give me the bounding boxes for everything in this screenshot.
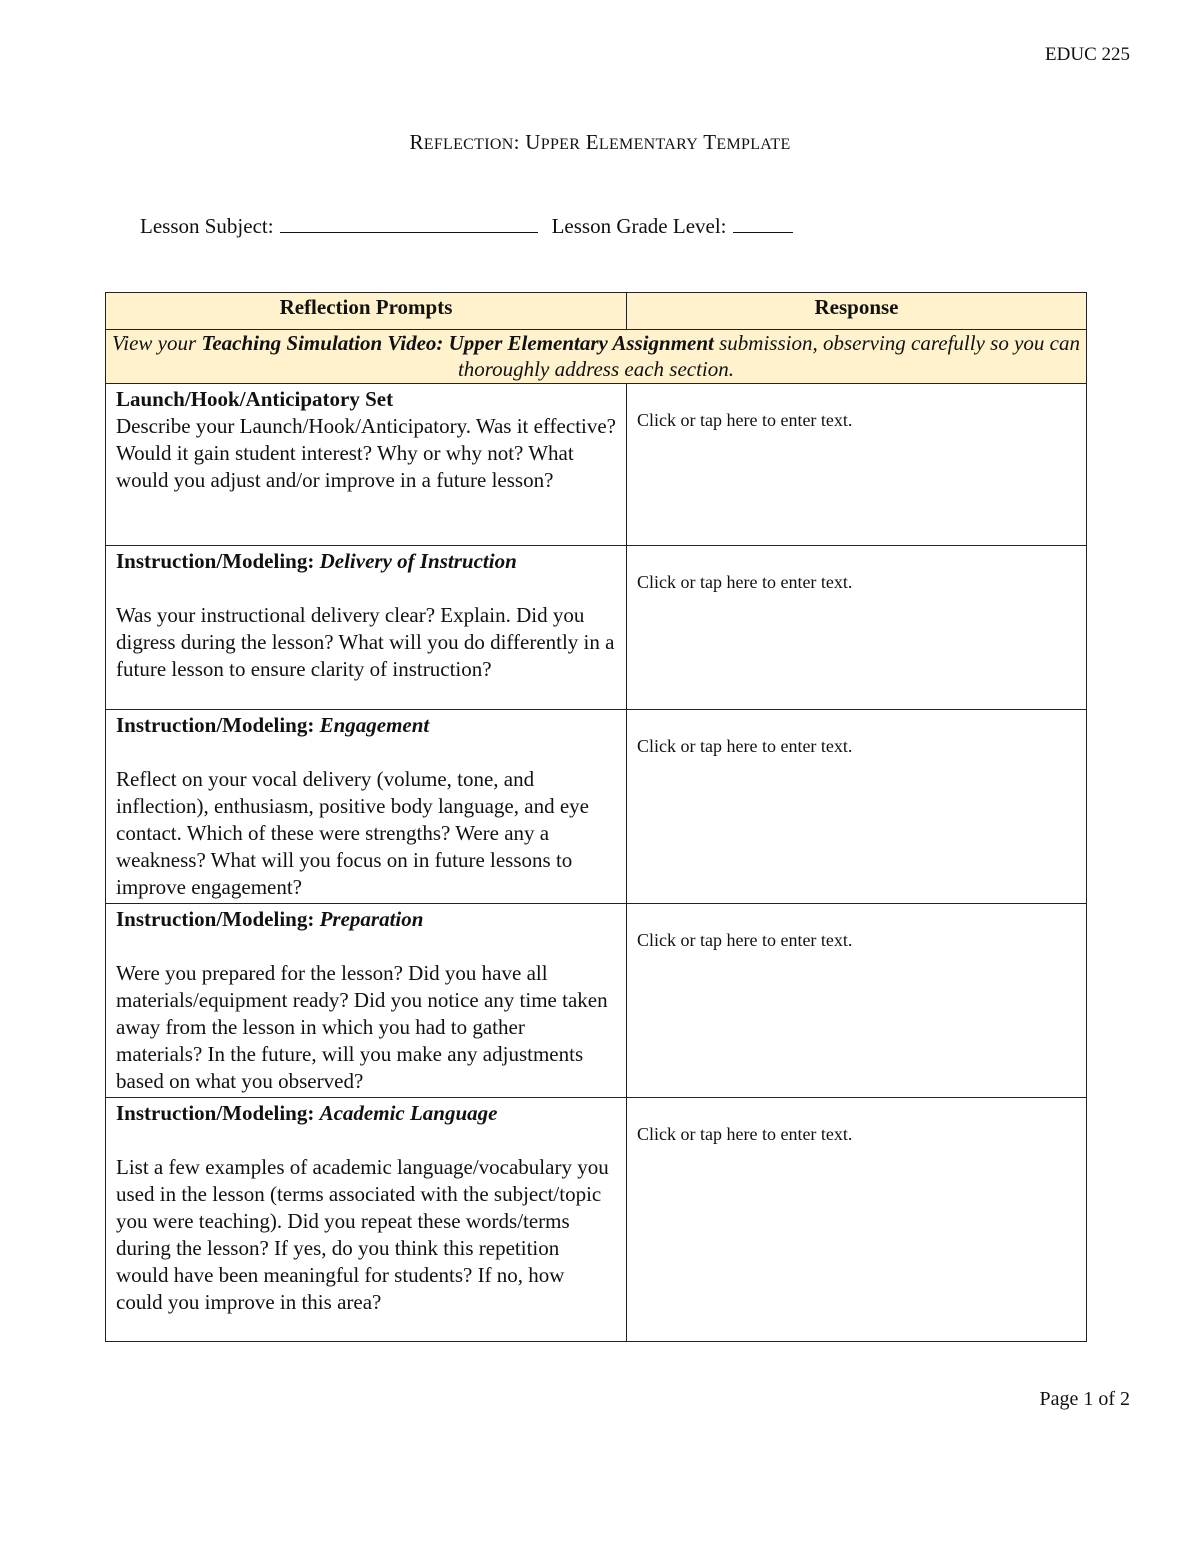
table-row — [106, 904, 1087, 1098]
response-placeholder: Click or tap here to enter text. — [637, 930, 853, 950]
lesson-fields — [140, 212, 793, 239]
prompt-body: Were you prepared for the lesson? Did you have all materials/equipment ready? Did you notice any time taken away from the lesson in which you had to gather materials? In the future, will you make any adjustments based on what you observed? — [116, 961, 608, 1093]
prompt-cell — [106, 546, 627, 710]
table-row — [106, 710, 1087, 904]
prompt-cell — [106, 1098, 627, 1342]
prompt-body: List a few examples of academic language/vocabulary you used in the lesson (terms associated with the subject/topic you were teaching). Did you repeat these words/terms during the lesson? If yes, do you think this repetition would have been meaningful for students? If no, how could you improve in this area? — [116, 1155, 609, 1314]
prompt-cell — [106, 384, 627, 546]
table-header-row — [106, 293, 1087, 330]
table-row — [106, 384, 1087, 546]
response-placeholder: Click or tap here to enter text. — [637, 1124, 853, 1144]
table-row — [106, 1098, 1087, 1342]
reflection-table — [105, 292, 1087, 1342]
prompt-heading: Instruction/Modeling: Academic Language — [116, 1101, 498, 1125]
response-field[interactable] — [627, 384, 1087, 546]
instruction-row — [106, 330, 1087, 384]
course-code: EDUC 225 — [1045, 44, 1130, 65]
response-placeholder: Click or tap here to enter text. — [637, 410, 853, 430]
response-placeholder: Click or tap here to enter text. — [637, 572, 853, 592]
response-field[interactable] — [627, 1098, 1087, 1342]
prompt-cell — [106, 710, 627, 904]
page-title: REFLECTION: UPPER ELEMENTARY TEMPLATE — [409, 130, 791, 154]
prompt-cell — [106, 904, 627, 1098]
prompt-body: Reflect on your vocal delivery (volume, tone, and inflection), enthusiasm, positive body language, and eye contact. Which of these were strengths? Were any a weakness? What will you focus on in future lessons to improve engagement? — [116, 767, 589, 899]
prompt-body: Was your instructional delivery clear? Explain. Did you digress during the lesson? What will you do differently in a future lesson to ensure clarity of instruction? — [116, 603, 615, 681]
instruction-cell: View your Teaching Simulation Video: Upper Elementary Assignment submission, observing carefully so you can thoroughly address each section. — [106, 330, 1087, 384]
response-field[interactable] — [627, 710, 1087, 904]
prompt-heading: Instruction/Modeling: Preparation — [116, 907, 424, 931]
subject-label: Lesson Subject: — [140, 214, 274, 238]
prompt-heading: Launch/Hook/Anticipatory Set — [116, 387, 394, 411]
subject-blank[interactable] — [280, 212, 538, 233]
grade-label: Lesson Grade Level: — [551, 214, 727, 238]
prompt-heading: Instruction/Modeling: Engagement — [116, 713, 430, 737]
response-field[interactable] — [627, 904, 1087, 1098]
response-placeholder: Click or tap here to enter text. — [637, 736, 853, 756]
table-row — [106, 546, 1087, 710]
prompt-body: Describe your Launch/Hook/Anticipatory. Was it effective? Would it gain student interest? Why or why not? What would you adjust and/or improve in a future lesson? — [116, 414, 617, 492]
response-header: Response — [627, 293, 1087, 330]
prompts-header: Reflection Prompts — [106, 293, 627, 330]
page-number: Page 1 of 2 — [1039, 1388, 1130, 1410]
prompt-heading: Instruction/Modeling: Delivery of Instruction — [116, 549, 517, 573]
response-field[interactable] — [627, 546, 1087, 710]
grade-blank[interactable] — [733, 212, 793, 233]
